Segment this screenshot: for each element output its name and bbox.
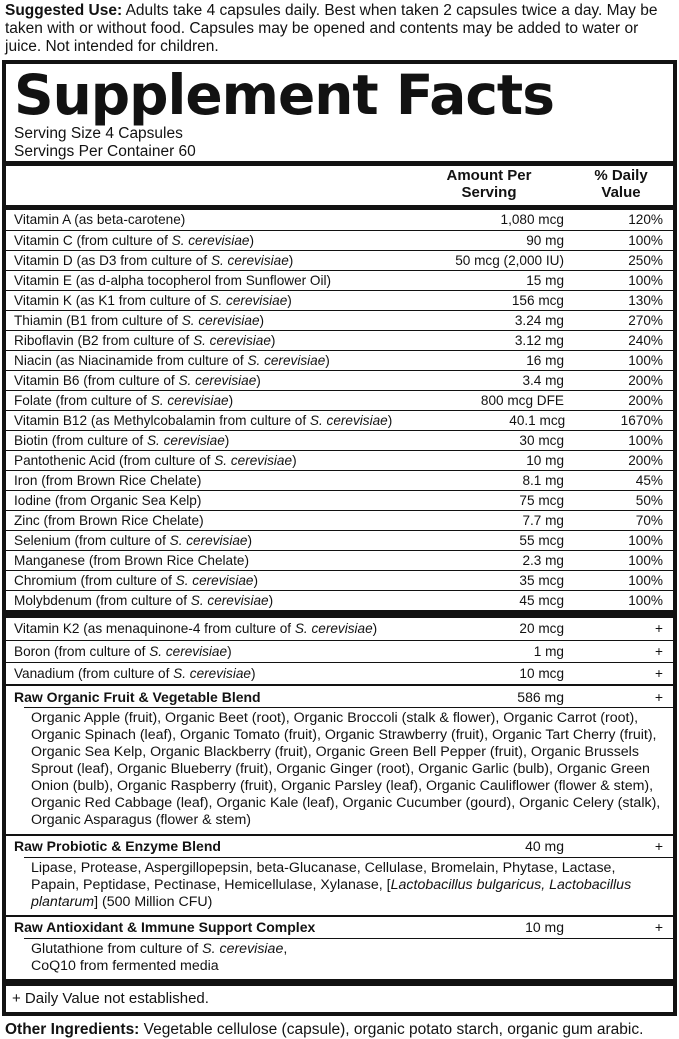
nutrient-amount: 30 mcg [519,432,564,448]
nutrient-name: Vanadium (from culture of S. cerevisiae) [14,665,256,681]
nutrient-amount: 3.4 mg [522,372,564,388]
nutrient-name: Iodine (from Organic Sea Kelp) [14,492,202,508]
nutrient-amount: 1 mg [533,643,564,659]
nutrient-daily-value: 45% [635,472,663,488]
nutrient-daily-value: 270% [628,312,663,328]
nutrient-amount: 10 mg [525,919,564,936]
nutrient-daily-value: 100% [628,572,663,588]
other-nutrient-table [6,618,673,684]
nutrient-table [6,210,673,610]
nutrient-daily-value: 50% [635,492,663,508]
table-row [6,490,673,510]
table-row [6,684,673,707]
nutrient-amount: 156 mcg [511,292,564,308]
nutrient-daily-value: 100% [628,352,663,368]
table-row [6,450,673,470]
footnote-divider-bar [6,979,673,986]
suggested-use-body: Adults take 4 capsules daily. Best when taken 2 capsules twice a day. May be taken with or without food. Capsules may be opened and contents may be added to water or juice. Not intended for children. [5,2,658,56]
column-header-daily-value: % Daily Value [594,167,648,202]
blend-table [6,684,673,978]
table-row [6,250,673,270]
nutrient-amount: 20 mcg [519,621,564,637]
nutrient-daily-value: 130% [628,292,663,308]
nutrient-daily-value: + [654,688,663,705]
other-ingredients-label: Other Ingredients: [5,1020,140,1038]
nutrient-daily-value: 100% [628,272,663,288]
blend-ingredients-text: Glutathione from culture of S. cerevisiae, CoQ10 from fermented media [31,940,288,974]
nutrient-name: Raw Antioxidant & Immune Support Complex [14,919,316,936]
nutrient-name: Vitamin A (as beta-carotene) [14,212,186,228]
nutrient-daily-value: + [654,838,663,854]
nutrient-daily-value: 100% [628,552,663,568]
nutrient-daily-value: 120% [628,212,663,228]
nutrient-name: Vitamin K (as K1 from culture of S. cerevisiae) [14,292,292,308]
nutrient-amount: 55 mcg [519,532,564,548]
panel-title: Supplement Facts [14,63,554,128]
table-row [6,618,673,640]
table-row [6,230,673,250]
nutrient-amount: 90 mg [526,232,564,248]
table-row [6,270,673,290]
nutrient-name: Pantothenic Acid (from culture of S. cerevisiae) [14,452,297,468]
table-row [6,470,673,490]
table-row [6,510,673,530]
nutrient-daily-value: 100% [628,432,663,448]
nutrient-name: Vitamin D (as D3 from culture of S. cerevisiae) [14,252,294,268]
nutrient-daily-value: + [655,621,663,637]
nutrient-amount: 3.24 mg [514,312,564,328]
nutrient-daily-value: 200% [628,392,663,408]
nutrient-name: Folate (from culture of S. cerevisiae) [14,392,234,408]
blend-ingredients [24,707,673,833]
other-ingredients-body: Vegetable cellulose (capsule), organic potato starch, organic gum arabic. [143,1020,644,1038]
nutrient-amount: 75 mcg [519,492,564,508]
nutrient-name: Zinc (from Brown Rice Chelate) [14,512,204,528]
nutrient-name: Raw Organic Fruit & Vegetable Blend [14,688,261,705]
other-ingredients [0,1016,679,1039]
nutrient-name: Chromium (from culture of S. cerevisiae) [14,572,259,588]
nutrient-amount: 40 mg [525,838,564,854]
nutrient-name: Vitamin K2 (as menaquinone-4 from culture of S. cerevisiae) [14,621,378,637]
nutrient-amount: 50 mcg (2,000 IU) [455,252,564,268]
nutrient-name: Niacin (as Niacinamide from culture of S. cerevisiae) [14,352,330,368]
serving-size: Serving Size 4 Capsules [14,125,183,143]
table-row [6,210,673,230]
table-row [6,430,673,450]
supplement-facts-panel [2,60,677,1016]
nutrient-amount: 35 mcg [519,572,564,588]
servings-per-container: Servings Per Container 60 [14,143,196,161]
table-row [6,590,673,610]
nutrient-amount: 16 mg [526,352,564,368]
nutrient-amount: 3.12 mg [514,332,564,348]
nutrient-daily-value: 1670% [620,412,663,428]
nutrient-daily-value: 250% [628,252,663,268]
table-row [6,310,673,330]
suggested-use-label: Suggested Use: [5,2,123,19]
nutrient-daily-value: 240% [628,332,663,348]
nutrient-name: Vitamin B12 (as Methylcobalamin from culture of S. cerevisiae) [14,412,393,428]
table-row [6,640,673,662]
nutrient-name: Vitamin E (as d-alpha tocopherol from Sunflower Oil) [14,272,332,288]
section-divider-bar [6,610,673,618]
nutrient-amount: 10 mcg [519,665,564,681]
nutrient-name: Iron (from Brown Rice Chelate) [14,472,202,488]
nutrient-name: Boron (from culture of S. cerevisiae) [14,643,232,659]
nutrient-amount: 2.3 mg [522,552,564,568]
nutrient-daily-value: + [655,665,663,681]
nutrient-daily-value: 200% [628,452,663,468]
column-headers [6,166,673,205]
nutrient-amount: 7.7 mg [522,512,564,528]
table-row [6,662,673,684]
nutrient-amount: 800 mcg DFE [480,392,564,408]
blend-ingredients [24,938,673,979]
nutrient-name: Biotin (from culture of S. cerevisiae) [14,432,230,448]
nutrient-name: Manganese (from Brown Rice Chelate) [14,552,249,568]
table-row [6,410,673,430]
column-header-amount-per-serving: Amount Per Serving [446,167,532,202]
nutrient-daily-value: 100% [628,532,663,548]
blend-ingredients-text: Organic Apple (fruit), Organic Beet (root), Organic Broccoli (stalk & flower), Organic Carrot (root), Organic Spinach (leaf), Organic Tomato (fruit), Organic Strawberry (fruit), Organic Tart Cherry (fruit), Organic Sea Kelp, Organic Blackberry (fruit), Organic Green Bell Pepper (fruit), Organic Brussels Sprout (leaf), Organic Blueberry (fruit), Organic Ginger (root), Organic Garlic (bulb), Organic Green Onion (bulb), Organic Raspberry (fruit), Organic Parsley (leaf), Organic Cauliflower (flower & stem), Organic Red Cabbage (leaf), Organic Kale (leaf), Organic Cucumber (gourd), Organic Celery (stalk), Organic Asparagus (flower & stem) [31,710,661,829]
table-row [6,370,673,390]
nutrient-daily-value: 100% [628,232,663,248]
nutrient-name: Riboflavin (B2 from culture of S. cerevisiae) [14,332,276,348]
table-row [6,834,673,857]
suggested-use-text [0,0,679,60]
nutrient-daily-value: + [655,643,663,659]
nutrient-daily-value: 200% [628,372,663,388]
table-row [6,915,673,938]
table-row [6,550,673,570]
nutrient-name: Vitamin B6 (from culture of S. cerevisiae) [14,372,261,388]
table-row [6,330,673,350]
nutrient-amount: 15 mg [526,272,564,288]
nutrient-amount: 45 mcg [519,592,564,608]
table-row [6,290,673,310]
nutrient-name: Molybdenum (from culture of S. cerevisiae) [14,592,274,608]
table-row [6,570,673,590]
daily-value-footnote: + Daily Value not established. [12,989,209,1007]
nutrient-daily-value: 100% [628,592,663,608]
nutrient-amount: 586 mg [517,688,564,705]
nutrient-amount: 40.1 mcg [509,412,566,428]
nutrient-amount: 8.1 mg [522,472,564,488]
table-row [6,390,673,410]
blend-ingredients [24,857,673,915]
blend-ingredients-text: Lipase, Protease, Aspergillopepsin, beta-Glucanase, Cellulase, Bromelain, Phytase, Lactase, Papain, Peptidase, Pectinase, Hemicellulase, Xylanase, [Lactobacillus bulgaricus, Lactobacillus plantarum] (500 Million CFU) [31,859,632,910]
nutrient-name: Vitamin C (from culture of S. cerevisiae) [14,232,254,248]
table-row [6,530,673,550]
nutrient-name: Raw Probiotic & Enzyme Blend [14,838,221,854]
nutrient-daily-value: + [654,919,663,936]
nutrient-name: Selenium (from culture of S. cerevisiae) [14,532,252,548]
nutrient-amount: 10 mg [526,452,564,468]
nutrient-name: Thiamin (B1 from culture of S. cerevisiae) [14,312,265,328]
nutrient-daily-value: 70% [635,512,663,528]
nutrient-amount: 1,080 mcg [500,212,564,228]
table-row [6,350,673,370]
